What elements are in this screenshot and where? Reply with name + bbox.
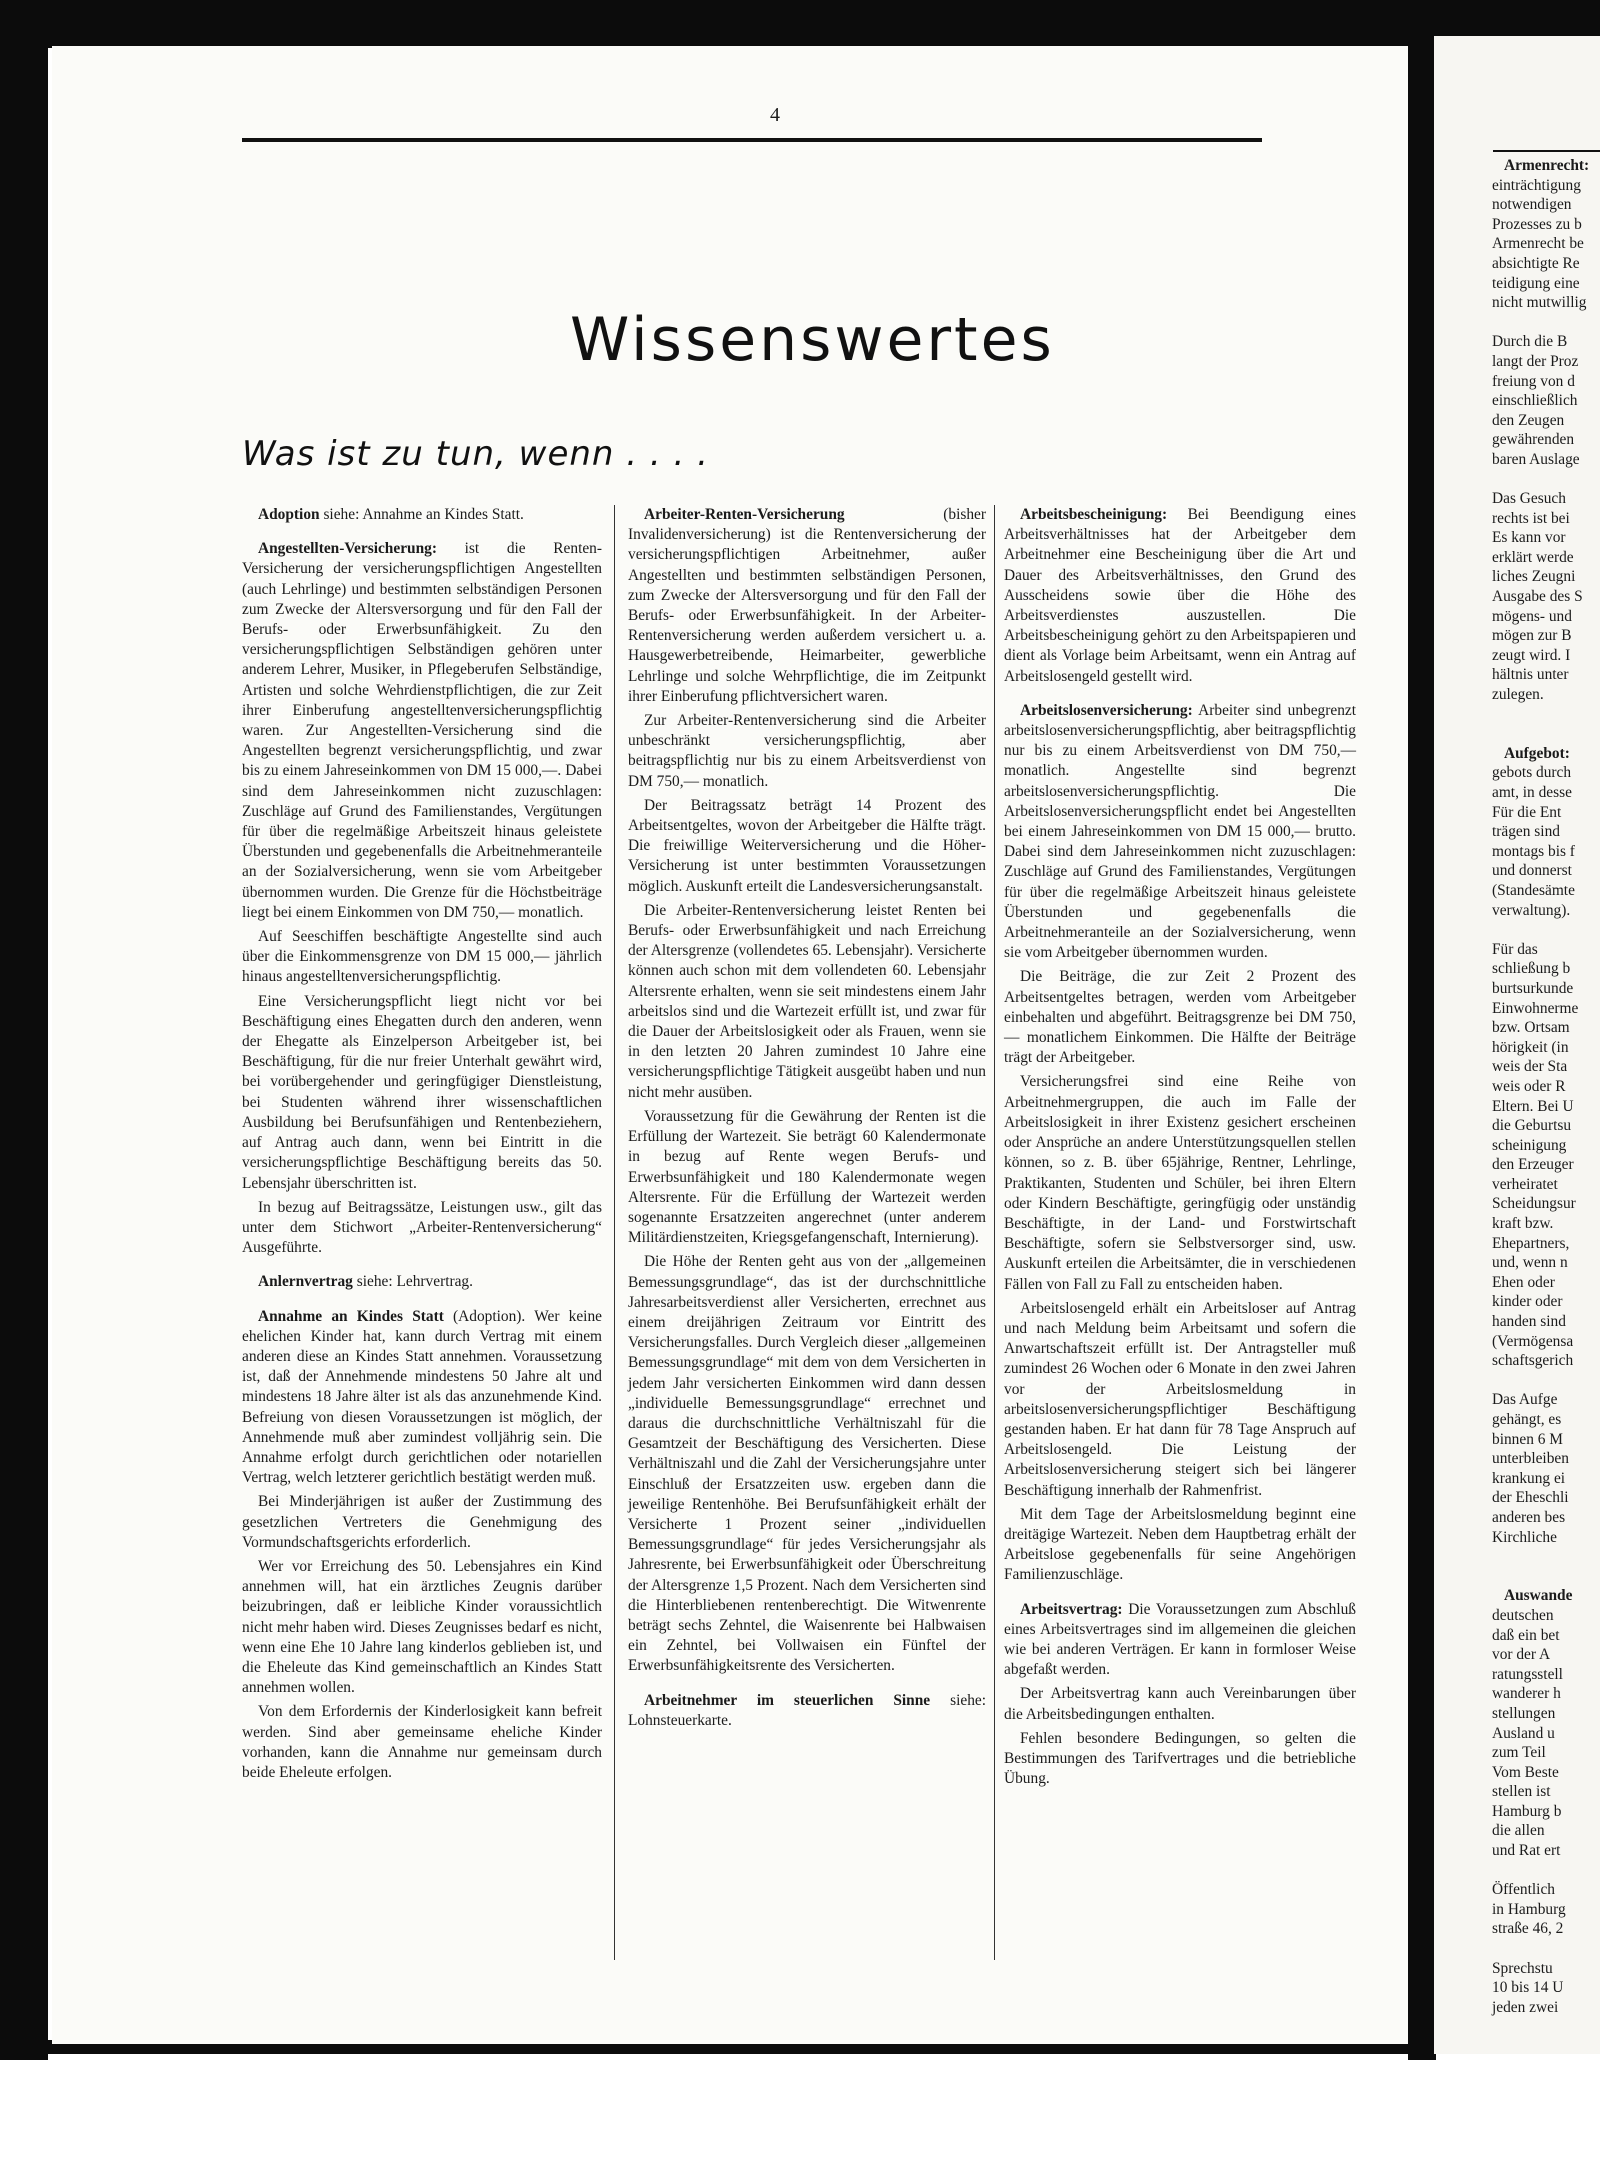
fragment-line: montags bis f [1492, 842, 1575, 860]
article-paragraph [1004, 1299, 1356, 1501]
article-paragraph [1004, 701, 1356, 964]
fragment-line: gebots durch [1492, 764, 1572, 782]
fragment-line: den Zeugen [1492, 411, 1565, 429]
fragment-line: weis oder R [1492, 1077, 1566, 1095]
article-paragraph [628, 1252, 986, 1676]
fragment-line: Öffentlich [1492, 1881, 1555, 1899]
entry-text: Bei Minderjährigen ist außer der Zustimmung des gesetzlichen Vertreters die Genehmigung des Vormundschaftsgerichts erforderlich. [242, 1493, 602, 1551]
fragment-spacer [1492, 1939, 1600, 1959]
fragment-line: zum Teil [1492, 1744, 1546, 1762]
fragment-line: daß ein bet [1492, 1626, 1560, 1644]
fragment-line: Ausgabe des S [1492, 588, 1583, 606]
next-page-column [1492, 156, 1600, 2017]
entry-text: Die Höhe der Renten geht aus von der „allgemeinen Bemessungsgrundlage“, das ist der durchschnittliche Jahresarbeitsverdienst aller Versicherten, errechnet aus einem dreijährigen Zeitraum vor Eintritt des Versicherungsfalles. Durch Vergleich dieser „allgemeinen Bemessungsgrundlage“ mit dem von dem Versicherten in jedem Jahr versicherten Einkommen wird dann dessen „individuelle Bemessungsgrundlage“ errechnet und daraus die durchschnittliche Verhältniszahl für die Gesamtzeit der Beschäftigung des Versicherten. Diese Verhältniszahl und die Zahl der Versicherungsjahre unter Einschluß der Ersatzzeiten usw. ergeben dann die jeweilige Rentenhöhe. Bei Berufsunfähigkeit erhält der Versicherte 1 Prozent seiner „individuellen Bemessungsgrundlage“ für jedes Versicherungsjahr als Jahresrente, bei Erwerbsunfähigkeit oder Überschreitung der Altersgrenze 1,5 Prozent. Nach dem Versicherten sind die Hinterbliebenen rentenberechtigt. Die Witwenrente beträgt sechs Zehntel, die Waisenrente bei Halbwaisen ein Zehntel, bei Vollwaisen ein Fünftel der Erwerbsunfähigkeitsrente des Versicherten. [628, 1253, 986, 1675]
entry-text: Die Arbeiter-Rentenversicherung leistet Renten bei Berufs- oder Erwerbsunfähigkeit und nach Erreichung der Altersgrenze (vollendetes 65. Lebensjahr). Versicherte können auch schon mit dem vollendeten 60. Lebensjahr Altersrente erhalten, wenn sie seit mindestens einem Jahr arbeitslos sind und die Wartezeit erfüllt ist, und zwar für die Dauer der Arbeitslosigkeit oder als Frauen, wenn sie in den letzten 20 Jahren zumindest 10 Jahre eine versicherungspflichtige Tätigkeit ausgeübt haben und nun nicht mehr ausüben. [628, 901, 986, 1101]
article-paragraph [242, 505, 602, 525]
article-paragraph [628, 1107, 986, 1248]
article-paragraph [242, 992, 602, 1194]
article-paragraph [628, 505, 986, 707]
entry-text: (Adoption). Wer keine ehelichen Kinder hat, kann durch Vertrag mit einem anderen diese an Kindes Statt annehmen. Voraussetzung ist, daß der Annehmende mindestens 50 Jahre alt und mindestens 18 Jahre älter ist als das anzunehmende Kind. Befreiung von diesen Voraussetzungen ist möglich, der Annehmende muß aber zumindest volljährig sein. Die Annahme erfolgt durch gerichtlichen oder notariellen Vertrag, welch letzterer gerichtlich bestätigt werden muß. [242, 1307, 602, 1487]
entry-term: Arbeitnehmer im steuerlichen Sinne [644, 1691, 931, 1709]
entry-text: Die Beiträge, die zur Zeit 2 Prozent des Arbeitsentgeltes betragen, werden vom Arbeitgeber einbehalten und abgeführt. Beitragsgrenze bei DM 750,— monatlichem Einkommen. Die Hälfte der Beiträge trägt der Arbeitgeber. [1004, 968, 1356, 1067]
entry-term: Annahme an Kindes Statt [258, 1307, 444, 1325]
fragment-line: die Geburtsu [1492, 1117, 1572, 1135]
fragment-line: 10 bis 14 U [1492, 1979, 1564, 1997]
fragment-line: Ehepartners, [1492, 1234, 1570, 1252]
fragment-line: zulegen. [1492, 686, 1544, 704]
article-paragraph [1004, 1600, 1356, 1681]
entry-text: Zur Arbeiter-Rentenversicherung sind die Arbeiter unbeschränkt versicherungspflichtig, aber beitragspflichtig nur bis zu einem Arbeitsverdienst von DM 750,— monatlich. [628, 712, 986, 790]
entry-text: Arbeitslosengeld erhält ein Arbeitsloser auf Antrag und nach Meldung beim Arbeitsamt und sofern die Anwartschaftszeit erfüllt ist. Der Antragsteller muß zumindest 26 Wochen oder 6 Monate in den zwei Jahren vor der Arbeitslosmeldung in arbeitslosenversicherungspflichtiger Beschäftigung gestanden haben. Er hat dann für 78 Tage Anspruch auf Arbeitslosengeld. Die Leistung der Arbeitslosenversicherung steigert sich bei längerer Beschäftigung innerhalb der Rahmenfrist. [1004, 1299, 1356, 1499]
fragment-line: einschließlich [1492, 392, 1578, 410]
fragment-line: gehängt, es [1492, 1411, 1562, 1428]
fragment-line: in Hamburg [1492, 1900, 1566, 1918]
fragment-line: freiung von d [1492, 372, 1575, 390]
fragment-line: stellungen [1492, 1704, 1556, 1722]
entry-text: Versicherungsfrei sind eine Reihe von Arbeitnehmergruppen, die auch im Falle der Arbeitslosigkeit in ihrer Existenz gesichert erscheinen oder Ansprüche an andere Unterstützungsquellen stellen können, so z. B. über 65jährige, Rentner, Lehrlinge, Praktikanten, Studenten und Schüler, bei ihren Eltern oder Kindern Beschäftigte, geringfügig oder unständig Beschäftigte, in der Land- und Forstwirtschaft Beschäftigte, sofern sie Selbstversorger sind, usw. Auskunft erteilen die Arbeitsämter, die in verschiedenen Fällen von Fall zu Fall zu entscheiden haben. [1004, 1073, 1356, 1293]
fragment-spacer [1492, 920, 1600, 940]
fragment-line: Eltern. Bei U [1492, 1097, 1574, 1115]
fragment-line: Sprechstu [1492, 1959, 1553, 1977]
article-paragraph [242, 1307, 602, 1489]
fragment-line: (Vermögensa [1492, 1332, 1574, 1350]
fragment-line: den Erzeuger [1492, 1156, 1574, 1174]
fragment-spacer [1492, 1567, 1600, 1587]
entry-text: Bei Beendigung eines Arbeitsverhältnisses hat der Arbeitgeber dem Arbeitnehmer eine Bescheinigung über die Art und Dauer des Arbeitsverhältnisses, den Grund des Ausscheidens sowie über die Höhe des Arbeitsverdienstes auszustellen. Die Arbeitsbescheinigung gehört zu den Arbeitspapieren und dient als Vorlage beim Arbeitsamt, wenn ein Antrag auf Arbeitslosengeld gestellt wird. [1004, 506, 1356, 685]
fragment-line: Prozesses zu b [1492, 215, 1582, 233]
fragment-line: Auswande [1504, 1587, 1573, 1605]
fragment-line: Ausland u [1492, 1724, 1555, 1742]
entry-term: Adoption [258, 506, 320, 523]
entry-text: Der Beitragssatz beträgt 14 Prozent des Arbeitsentgeltes, wovon der Arbeitgeber die Hälfte trägt. Die freiwillige Weiterversicherung und die Höher-Versicherung ist unter bestimmten Voraussetzungen möglich. Auskunft erteilt die Landesversicherungsanstalt. [628, 796, 986, 895]
entry-term: Arbeitslosenversicherung: [1020, 701, 1193, 719]
fragment-line: und, wenn n [1492, 1254, 1568, 1272]
article-paragraph [242, 1702, 602, 1783]
article-paragraph [1004, 1505, 1356, 1586]
entry-text: siehe: Lohnsteuerkarte. [628, 1691, 986, 1729]
fragment-line: gewährenden [1492, 431, 1575, 449]
fragment-line: krankung ei [1492, 1469, 1566, 1487]
fragment-line: mögen zur B [1492, 627, 1572, 645]
article-paragraph [242, 1557, 602, 1698]
fragment-line: (Standesämte [1492, 881, 1575, 899]
fragment-line: hältnis unter [1492, 666, 1569, 684]
fragment-line: Armenrecht: [1504, 157, 1590, 174]
fragment-line: straße 46, 2 [1492, 1920, 1564, 1938]
fragment-line: mögens- und [1492, 607, 1572, 625]
fragment-line: Armenrecht be [1492, 235, 1584, 253]
page-gutter [1408, 0, 1436, 2060]
article-paragraph [1004, 1684, 1356, 1724]
entry-text: Arbeiter sind unbegrenzt arbeitslosenversicherungspflichtig, aber beitragspflichtig nur bis zu einem Arbeitsverdienst von DM 750,— monatlich. Angestellte sind begrenzt arbeitslosenversicherungspflichtig. Die Arbeitslosenversicherungspflicht endet bei Angestellten bei einem Jahreseinkommen von DM 15 000,— brutto. Dabei sind dem Jahreseinkommen nicht zuzuschlagen: Zuschläge auf Grund des Familienstandes, Vergütungen für über die regelmäßige Arbeitszeit hinaus geleistete Überstunden und gegebenenfalls die Arbeitnehmeranteile an der Sozialversicherung, wenn sie vom Arbeitgeber übernommen wurden. [1004, 701, 1356, 962]
fragment-line: schließung b [1492, 960, 1571, 978]
fragment-line: nicht mutwillig [1492, 294, 1587, 312]
fragment-line: stellen ist [1492, 1783, 1551, 1801]
scan-border-top [0, 0, 1600, 48]
article-paragraph [242, 1272, 602, 1292]
fragment-spacer [1492, 470, 1600, 490]
fragment-line: Ehen oder [1492, 1273, 1555, 1291]
column-divider [994, 505, 995, 1960]
fragment-spacer [1492, 1861, 1600, 1881]
entry-text: Die Voraussetzungen zum Abschluß eines Arbeitsvertrages sind im allgemeinen die gleichen wie bei anderen Verträgen. Er kann in formloser Weise abgefaßt werden. [1004, 1600, 1356, 1679]
fragment-line: Scheidungsur [1492, 1195, 1576, 1213]
page-subtitle: Was ist zu tun, wenn . . . . [242, 434, 709, 474]
fragment-line: Es kann vor [1492, 529, 1566, 547]
entry-text: Mit dem Tage der Arbeitslosmeldung beginnt eine dreitägige Wartezeit. Neben dem Hauptbetrag erhält der Arbeitslose gegebenenfalls für seine Angehörigen Familienzuschläge. [1004, 1505, 1356, 1584]
fragment-line: wanderer h [1492, 1685, 1561, 1703]
entry-text: siehe: Lehrvertrag. [352, 1273, 473, 1291]
fragment-line: Das Aufge [1492, 1391, 1558, 1409]
fragment-line: amt, in desse [1492, 784, 1572, 801]
fragment-line: verheiratet [1492, 1175, 1558, 1193]
entry-term: Anlernvertrag [258, 1273, 353, 1291]
entry-term: Arbeitsvertrag: [1020, 1600, 1123, 1618]
fragment-line: absichtigte Re [1492, 254, 1580, 272]
entry-text: ist die Renten-Versicherung der versicherungspflichtigen Angestellten (auch Lehrlinge) und bestimmten selbständigen Personen zum Zwecke der Altersversorgung und für den Fall der Berufs- oder Erwerbsunfähigkeit. Zu den versicherungspflichtigen Selbständigen gehören unter anderem Lehrer, Musiker, in Pflegeberufen Selbständige, Artisten und solche Wehrdienstpflichtigen, die zur Zeit ihrer Einberufung angestelltenversicherungspflichtig waren. Zur Angestellten-Versicherung sind die Angestellten begrenzt versicherungspflichtig, und zwar bis zu einem Jahreseinkommen von DM 15 000,—. Dabei sind dem Jahreseinkommen nicht zuzuschlagen: Zuschläge auf Grund des Familienstandes, Vergütungen für über die regelmäßige Arbeitszeit hinaus geleistete Überstunden und gegebenenfalls die Arbeitnehmeranteile an der Sozialversicherung, wenn sie vom Arbeitgeber übernommen wurden. Die Grenze für die Höchstbeiträge liegt bei einem Einkommen von DM 750,— monatlich. [242, 540, 602, 921]
entry-term: Arbeitsbescheinigung: [1020, 506, 1168, 523]
fragment-line: anderen bes [1492, 1508, 1566, 1526]
fragment-line: handen sind [1492, 1313, 1566, 1331]
fragment-line: kraft bzw. [1492, 1215, 1554, 1233]
entry-text: Auf Seeschiffen beschäftigte Angestellte sind auch über die Einkommensgrenze von DM 15 000,— jährlich hinaus angestelltenversicherungspflichtig. [242, 928, 602, 986]
entry-text: In bezug auf Beitragssätze, Leistungen usw., gilt das unter dem Stichwort „Arbeiter-Rentenversicherung“ Ausgeführte. [242, 1198, 602, 1257]
fragment-line: zeugt wird. I [1492, 646, 1571, 664]
fragment-line: hörigkeit (in [1492, 1038, 1569, 1056]
article-paragraph [1004, 505, 1356, 687]
fragment-line: baren Auslage [1492, 450, 1580, 468]
article-paragraph [242, 1198, 602, 1259]
fragment-spacer [1492, 705, 1600, 725]
entry-term: Angestellten-Versicherung: [258, 540, 437, 558]
fragment-line: ratungsstell [1492, 1665, 1563, 1683]
article-paragraph [242, 539, 602, 923]
fragment-line: der Eheschli [1492, 1489, 1569, 1507]
fragment-line: burtsurkunde [1492, 979, 1574, 997]
article-paragraph [628, 1691, 986, 1731]
fragment-spacer [1492, 724, 1600, 744]
fragment-spacer [1492, 313, 1600, 333]
fragment-line: verwaltung). [1492, 901, 1571, 919]
fragment-line: kinder oder [1492, 1293, 1563, 1311]
scan-border-left [0, 0, 48, 2060]
article-column-3 [1004, 505, 1356, 1793]
fragment-line: einträchtigung [1492, 176, 1581, 194]
fragment-line: Vom Beste [1492, 1763, 1559, 1781]
fragment-line: binnen 6 M [1492, 1430, 1563, 1448]
fragment-line: liches Zeugni [1492, 568, 1576, 586]
fragment-line: vor der A [1492, 1646, 1551, 1664]
fragment-line: schaftsgerich [1492, 1352, 1574, 1370]
entry-text: Eine Versicherungspflicht liegt nicht vor bei Beschäftigung eines Ehegatten durch den anderen, wenn der Ehegatte als Einzelperson Arbeitgeber ist, bei Beschäftigung, für die nur freier Unterhalt gewährt wird, bei vorübergehender und geringfügiger Dienstleistung, bei Studenten während ihrer wissenschaftlichen Ausbildung bei Berufsunfähigen und Rentenbeziehern, auf Antrag auch dann, wenn bei Eintritt in die versicherungspflichtige Beschäftigung bereits das 50. Lebensjahr überschritten ist. [242, 992, 602, 1192]
fragment-line: deutschen [1492, 1606, 1554, 1624]
article-paragraph [242, 1492, 602, 1553]
entry-term: Arbeiter-Renten-Versicherung [644, 506, 845, 523]
entry-text: siehe: Annahme an Kindes Statt. [319, 506, 524, 523]
article-column-2 [628, 505, 986, 1735]
fragment-line: Kirchliche [1492, 1528, 1557, 1546]
article-paragraph [1004, 967, 1356, 1068]
fragment-line: teidigung eine [1492, 274, 1580, 292]
column-divider [614, 505, 615, 1960]
article-column-1 [242, 505, 602, 1787]
fragment-line: Das Gesuch [1492, 490, 1566, 508]
article-paragraph [242, 927, 602, 988]
fragment-line: weis der Sta [1492, 1058, 1568, 1076]
entry-text: Von dem Erfordernis der Kinderlosigkeit kann befreit werden. Sind aber gemeinsame eheliche Kinder vorhanden, kann die Annahme nur gemeinsam durch beide Eheleute erfolgen. [242, 1703, 602, 1781]
fragment-line: erklärt werde [1492, 548, 1574, 566]
fragment-line: rechts ist bei [1492, 509, 1570, 527]
fragment-line: scheinigung [1492, 1136, 1567, 1154]
article-paragraph [628, 711, 986, 792]
entry-text: Fehlen besondere Bedingungen, so gelten die Bestimmungen des Tarifvertrages und die betriebliche Übung. [1004, 1729, 1356, 1788]
entry-text: Voraussetzung für die Gewährung der Renten ist die Erfüllung der Wartezeit. Sie beträgt 60 Kalendermonate in bezug auf Rente wegen Berufs- und Erwerbsunfähigkeit und 180 Kalendermonate wegen Altersrente. Für die Erfüllung der Wartezeit werden sogenannte Ersatzzeiten angerechnet (unter anderem Militärdienstzeiten, Kriegsgefangenschaft, Internierung). [628, 1107, 986, 1247]
header-rule [242, 138, 1262, 142]
fragment-line: trägen sind [1492, 823, 1560, 841]
entry-text: Der Arbeitsvertrag kann auch Vereinbarungen über die Arbeitsbedingungen enthalten. [1004, 1685, 1356, 1723]
fragment-line: und donnerst [1492, 862, 1572, 880]
fragment-line: unterbleiben [1492, 1450, 1569, 1468]
fragment-line: notwendigen [1492, 196, 1572, 214]
fragment-line: bzw. Ortsam [1492, 1019, 1570, 1037]
fragment-line: Für das [1492, 940, 1538, 958]
fragment-line: Hamburg b [1492, 1802, 1562, 1820]
fragment-spacer [1492, 1371, 1600, 1391]
fragment-line: Durch die B [1492, 333, 1568, 351]
fragment-line: langt der Proz [1492, 352, 1579, 370]
article-paragraph [1004, 1072, 1356, 1294]
article-paragraph [1004, 1729, 1356, 1790]
fragment-line: Aufgebot: [1504, 744, 1570, 762]
entry-text: (bisher Invalidenversicherung) ist die Rentenversicherung der versicherungspflichtigen Arbeitnehmer, außer Angestellten und bestimmten selbständigen Personen, zum Zwecke der Altersversorgung und für den Fall der Berufs- oder Erwerbsunfähigkeit. In der Arbeiter-Rentenversicherung werden außerdem versichert u. a. Hausgewerbetreibende, Heimarbeiter, gewerbliche Lehrlinge und solche Wehrpflichtige, die im Zeitpunkt ihrer Einberufung pflichtversichert waren. [628, 506, 986, 705]
article-paragraph [628, 901, 986, 1103]
next-page-rule [1493, 150, 1600, 152]
fragment-line: und Rat ert [1492, 1842, 1561, 1860]
article-paragraph [628, 796, 986, 897]
fragment-line: jeden zwei [1492, 1998, 1559, 2016]
fragment-line: die allen [1492, 1822, 1545, 1840]
fragment-spacer [1492, 1547, 1600, 1567]
fragment-line: Für die Ent [1492, 803, 1562, 821]
page-title: Wissenswertes [570, 305, 1055, 375]
page-number: 4 [770, 104, 780, 126]
fragment-line: Einwohnerme [1492, 999, 1579, 1017]
entry-text: Wer vor Erreichung des 50. Lebensjahres ein Kind annehmen will, hat ein ärztliches Zeugnis darüber beizubringen, daß er leibliche Kinder voraussichtlich nicht mehr haben wird. Dieses Zeugnisses bedarf es nicht, wenn eine Ehe 10 Jahre lang kinderlos geblieben ist, und die Eheleute das Kind gemeinschaftlich an Kindes Statt annehmen wollen. [242, 1557, 602, 1697]
